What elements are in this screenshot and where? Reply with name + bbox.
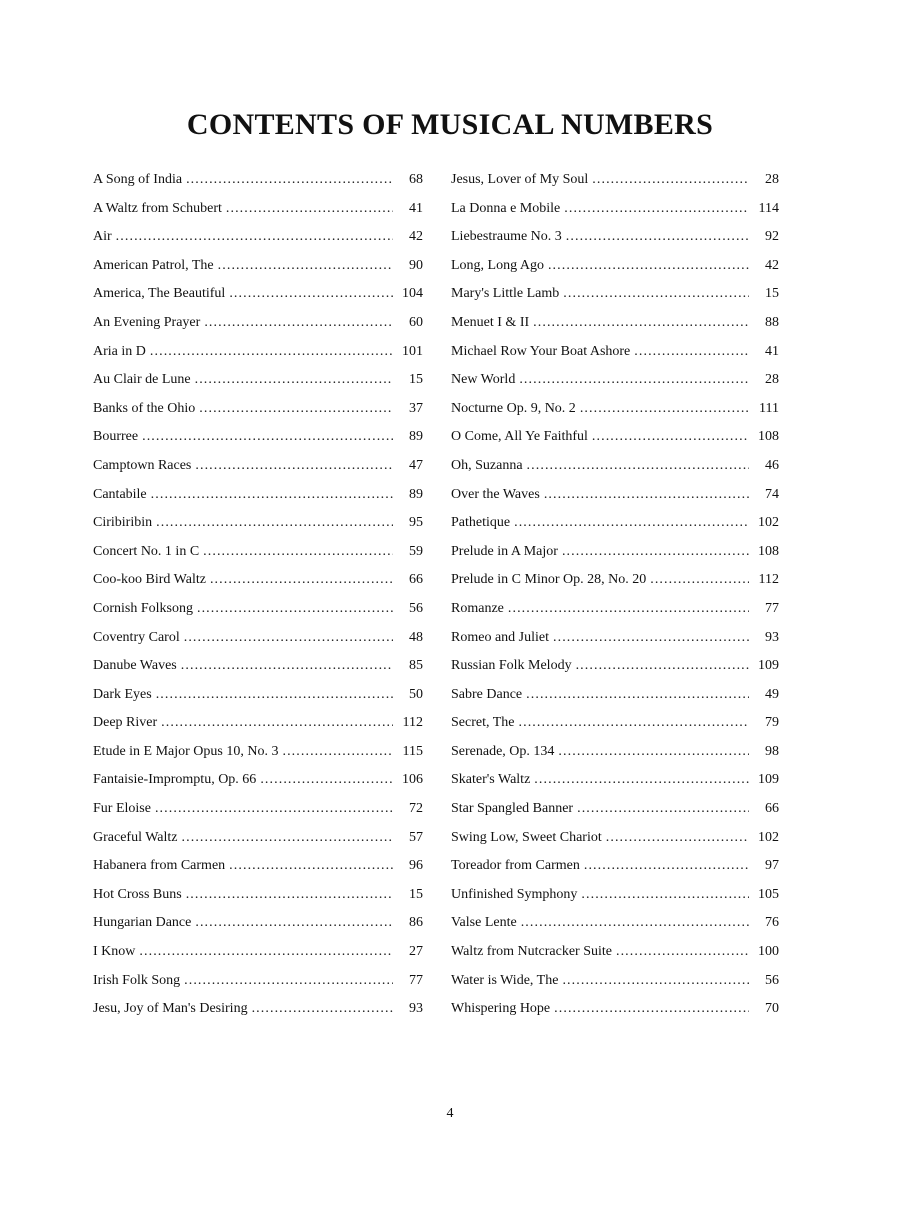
- toc-entry: [451, 967, 779, 996]
- dot-leader: [252, 995, 393, 1024]
- toc-entry-title: I Know: [93, 944, 136, 960]
- dot-leader: [142, 423, 393, 452]
- toc-entry-title: Bourree: [93, 429, 139, 445]
- toc-entry-page: 95: [409, 515, 423, 531]
- toc-entry-page: 88: [765, 314, 779, 330]
- toc-entry-page: 15: [409, 886, 423, 902]
- toc-entry: [451, 681, 779, 710]
- dot-leader: [554, 995, 749, 1024]
- toc-entry-title: Romeo and Juliet: [451, 629, 549, 645]
- toc-entry-title: America, The Beautiful: [93, 286, 226, 302]
- toc-entry: [93, 538, 423, 567]
- toc-entry-title: La Donna e Mobile: [451, 200, 561, 216]
- toc-entry-title: Hot Cross Buns: [93, 886, 182, 902]
- toc-entry: [93, 481, 423, 510]
- toc-left-column: [93, 166, 423, 1024]
- toc-entry-page: 108: [758, 429, 779, 445]
- toc-entry: [451, 909, 779, 938]
- dot-leader: [650, 566, 749, 595]
- toc-entry: [93, 738, 423, 767]
- toc-entry-title: Waltz from Nutcracker Suite: [451, 944, 612, 960]
- toc-entry-page: 70: [765, 1001, 779, 1017]
- toc-entry-title: Unfinished Symphony: [451, 886, 578, 902]
- dot-leader: [606, 824, 749, 853]
- toc-entry-page: 77: [765, 600, 779, 616]
- dot-leader: [229, 280, 393, 309]
- toc-entry-title: Oh, Suzanna: [451, 457, 523, 473]
- dot-leader: [577, 795, 749, 824]
- toc-entry: [451, 881, 779, 910]
- toc-entry: [451, 852, 779, 881]
- dot-leader: [199, 395, 393, 424]
- toc-entry: [93, 195, 423, 224]
- toc-entry: [451, 538, 779, 567]
- dot-leader: [156, 509, 393, 538]
- toc-entry-title: Nocturne Op. 9, No. 2: [451, 400, 576, 416]
- toc-entry-title: Michael Row Your Boat Ashore: [451, 343, 631, 359]
- dot-leader: [116, 223, 393, 252]
- toc-entry-page: 28: [765, 172, 779, 187]
- toc-entry-page: 74: [765, 486, 779, 502]
- toc-entry-page: 109: [758, 658, 779, 674]
- toc-entry-page: 92: [765, 229, 779, 245]
- dot-leader: [203, 538, 393, 567]
- dot-leader: [592, 166, 749, 195]
- dot-leader: [218, 252, 393, 281]
- dot-leader: [195, 909, 393, 938]
- toc-entry-title: O Come, All Ye Faithful: [451, 429, 588, 445]
- toc-entry-title: Coo-koo Bird Waltz: [93, 572, 206, 588]
- toc-entry: [451, 280, 779, 309]
- dot-leader: [566, 223, 749, 252]
- toc-entry-title: Secret, The: [451, 715, 515, 731]
- toc-entry-page: 96: [409, 858, 423, 874]
- dot-leader: [210, 566, 393, 595]
- toc-entry-title: Pathetique: [451, 515, 511, 531]
- toc-entry: [93, 652, 423, 681]
- toc-entry-title: Aria in D: [93, 343, 146, 359]
- toc-entry-title: Concert No. 1 in C: [93, 543, 200, 559]
- toc-entry: [451, 738, 779, 767]
- toc-entry-title: Water is Wide, The: [451, 972, 559, 988]
- page-number: 4: [446, 1106, 454, 1121]
- toc-entry-page: 102: [758, 515, 779, 531]
- dot-leader: [519, 709, 750, 738]
- toc-entry-page: 112: [402, 715, 423, 731]
- dot-leader: [553, 624, 749, 653]
- toc-entry-title: A Waltz from Schubert: [93, 200, 222, 216]
- toc-entry: [93, 909, 423, 938]
- dot-leader: [186, 881, 393, 910]
- dot-leader: [195, 366, 393, 395]
- toc-entry: [93, 280, 423, 309]
- toc-entry: [93, 967, 423, 996]
- dot-leader: [282, 738, 393, 767]
- toc-entry-page: 72: [409, 801, 423, 817]
- toc-entry-title: Cornish Folksong: [93, 600, 193, 616]
- toc-entry-page: 37: [409, 400, 423, 416]
- toc-entry-page: 93: [765, 629, 779, 645]
- toc-entry-page: 98: [765, 743, 779, 759]
- toc-entry: [93, 395, 423, 424]
- toc-entry-page: 66: [409, 572, 423, 588]
- toc-entry-page: 66: [765, 801, 779, 817]
- dot-leader: [260, 766, 393, 795]
- toc-entry: [451, 481, 779, 510]
- toc-entry: [93, 223, 423, 252]
- toc-entry-title: Toreador from Carmen: [451, 858, 580, 874]
- toc-entry-title: American Patrol, The: [93, 257, 214, 273]
- toc-entry: [93, 938, 423, 967]
- toc-entry: [93, 252, 423, 281]
- toc-entry-page: 109: [758, 772, 779, 788]
- toc-entry-title: Swing Low, Sweet Chariot: [451, 829, 602, 845]
- dot-leader: [634, 338, 749, 367]
- toc-entry-title: Romanze: [451, 600, 504, 616]
- toc-entry: [93, 852, 423, 881]
- toc-entry-page: 104: [402, 286, 423, 302]
- toc-entry-title: Sabre Dance: [451, 686, 523, 702]
- dot-leader: [576, 652, 749, 681]
- toc-entry-page: 102: [758, 829, 779, 845]
- toc-entry: [451, 252, 779, 281]
- dot-leader: [526, 681, 749, 710]
- toc-entry-title: Camptown Races: [93, 457, 192, 473]
- toc-entry-title: Fantaisie-Impromptu, Op. 66: [93, 772, 257, 788]
- toc-entry: [93, 881, 423, 910]
- dot-leader: [184, 967, 393, 996]
- toc-entry-title: New World: [451, 372, 516, 388]
- toc-entry-page: 28: [765, 372, 779, 388]
- toc-entry-title: A Song of India: [93, 172, 183, 187]
- toc-entry-title: Fur Eloise: [93, 801, 151, 817]
- toc-entry-page: 56: [409, 600, 423, 616]
- dot-leader: [564, 195, 749, 224]
- toc-entry-page: 108: [758, 543, 779, 559]
- toc-entry: [93, 824, 423, 853]
- toc-entry-title: Ciribiribin: [93, 515, 153, 531]
- dot-leader: [186, 166, 393, 195]
- toc-entry-title: Long, Long Ago: [451, 257, 544, 273]
- toc-entry-page: 42: [765, 257, 779, 273]
- toc-entry-page: 97: [765, 858, 779, 874]
- toc-entry: [451, 624, 779, 653]
- toc-entry-title: Russian Folk Melody: [451, 658, 572, 674]
- toc-entry: [451, 309, 779, 338]
- toc-entry-page: 60: [409, 314, 423, 330]
- toc-entry-page: 115: [402, 743, 423, 759]
- toc-entry: [93, 309, 423, 338]
- dot-leader: [226, 195, 393, 224]
- toc-entry-page: 49: [765, 686, 779, 702]
- toc-entry-title: Prelude in C Minor Op. 28, No. 20: [451, 572, 647, 588]
- toc-entry: [93, 595, 423, 624]
- toc-entry-page: 86: [409, 915, 423, 931]
- dot-leader: [229, 852, 393, 881]
- toc-entry-title: Etude in E Major Opus 10, No. 3: [93, 743, 279, 759]
- toc-entry: [451, 366, 779, 395]
- toc-entry-page: 112: [758, 572, 779, 588]
- toc-entry: [93, 795, 423, 824]
- toc-entry-title: Coventry Carol: [93, 629, 180, 645]
- dot-leader: [548, 252, 749, 281]
- toc-entry: [93, 995, 423, 1024]
- toc-entry-page: 89: [409, 486, 423, 502]
- dot-leader: [592, 423, 749, 452]
- toc-entry-page: 41: [409, 200, 423, 216]
- dot-leader: [562, 538, 749, 567]
- toc-entry-title: Over the Waves: [451, 486, 540, 502]
- toc-entry-title: Star Spangled Banner: [451, 801, 574, 817]
- toc-entry-page: 68: [409, 172, 423, 187]
- toc-entry-page: 85: [409, 658, 423, 674]
- toc-entry: [451, 566, 779, 595]
- dot-leader: [563, 280, 749, 309]
- toc-entry-title: Jesu, Joy of Man's Desiring: [93, 1001, 248, 1017]
- toc-entry-page: 101: [402, 343, 423, 359]
- dot-leader: [156, 681, 393, 710]
- toc-entry-page: 89: [409, 429, 423, 445]
- dot-leader: [533, 309, 749, 338]
- toc-entry-title: Jesus, Lover of My Soul: [451, 172, 589, 187]
- toc-entry: [451, 195, 779, 224]
- toc-entry-page: 93: [409, 1001, 423, 1017]
- dot-leader: [616, 938, 749, 967]
- toc-entry-page: 114: [758, 200, 779, 216]
- toc-entry-page: 90: [409, 257, 423, 273]
- toc-entry-title: Whispering Hope: [451, 1001, 551, 1017]
- toc-entry-page: 47: [409, 457, 423, 473]
- toc-entry-page: 42: [409, 229, 423, 245]
- toc-entry-title: Cantabile: [93, 486, 147, 502]
- toc-entry-title: Dark Eyes: [93, 686, 152, 702]
- dot-leader: [197, 595, 393, 624]
- dot-leader: [584, 852, 749, 881]
- toc-entry-page: 41: [765, 343, 779, 359]
- dot-leader: [181, 652, 393, 681]
- toc-entry: [451, 166, 779, 195]
- toc-entry: [451, 509, 779, 538]
- toc-entry-title: Air: [93, 229, 112, 245]
- toc-entry: [451, 652, 779, 681]
- toc-entry-page: 59: [409, 543, 423, 559]
- toc-entry: [93, 338, 423, 367]
- toc-entry: [451, 395, 779, 424]
- toc-entry: [93, 366, 423, 395]
- dot-leader: [521, 909, 749, 938]
- toc-entry-title: Au Clair de Lune: [93, 372, 191, 388]
- toc-entry-title: Graceful Waltz: [93, 829, 178, 845]
- toc-entry-page: 48: [409, 629, 423, 645]
- toc-entry-title: Valse Lente: [451, 915, 517, 931]
- toc-entry-title: Banks of the Ohio: [93, 400, 196, 416]
- toc-entry-title: An Evening Prayer: [93, 314, 201, 330]
- toc-entry-title: Hungarian Dance: [93, 915, 192, 931]
- toc-entry: [451, 423, 779, 452]
- toc-entry: [93, 681, 423, 710]
- toc-entry-page: 111: [759, 400, 779, 416]
- dot-leader: [534, 766, 749, 795]
- toc-entry: [451, 795, 779, 824]
- dot-leader: [562, 967, 749, 996]
- dot-leader: [184, 624, 393, 653]
- dot-leader: [139, 938, 393, 967]
- dot-leader: [519, 366, 749, 395]
- toc-entry-page: 46: [765, 457, 779, 473]
- toc-entry: [451, 452, 779, 481]
- toc-entry-page: 57: [409, 829, 423, 845]
- toc-entry-page: 76: [765, 915, 779, 931]
- toc-entry-page: 77: [409, 972, 423, 988]
- toc-entry: [451, 595, 779, 624]
- toc-entry-title: Prelude in A Major: [451, 543, 558, 559]
- toc-entry: [93, 509, 423, 538]
- toc-right-column: [451, 166, 779, 1024]
- toc-entry-page: 106: [402, 772, 423, 788]
- toc-entry-page: 56: [765, 972, 779, 988]
- toc-entry-title: Danube Waves: [93, 658, 177, 674]
- toc-entry-page: 50: [409, 686, 423, 702]
- toc-entry: [93, 624, 423, 653]
- toc-entry-title: Deep River: [93, 715, 158, 731]
- dot-leader: [155, 795, 393, 824]
- toc-entry-page: 100: [758, 944, 779, 960]
- dot-leader: [151, 481, 393, 510]
- dot-leader: [508, 595, 749, 624]
- dot-leader: [514, 509, 749, 538]
- toc-entry-page: 15: [409, 372, 423, 388]
- toc-entry: [451, 824, 779, 853]
- dot-leader: [161, 709, 393, 738]
- dot-leader: [527, 452, 749, 481]
- dot-leader: [195, 452, 393, 481]
- dot-leader: [182, 824, 393, 853]
- toc-entry-page: 105: [758, 886, 779, 902]
- toc-entry-page: 15: [765, 286, 779, 302]
- toc-entry-title: Mary's Little Lamb: [451, 286, 560, 302]
- toc-entry-page: 79: [765, 715, 779, 731]
- dot-leader: [544, 481, 749, 510]
- toc-entry: [451, 938, 779, 967]
- toc-entry: [451, 223, 779, 252]
- page-title: CONTENTS OF MUSICAL NUMBERS: [186, 108, 714, 141]
- toc-entry: [93, 766, 423, 795]
- toc-entry: [451, 995, 779, 1024]
- toc-entry: [93, 423, 423, 452]
- dot-leader: [150, 338, 393, 367]
- dot-leader: [204, 309, 393, 338]
- toc-entry: [451, 709, 779, 738]
- toc-entry-title: Skater's Waltz: [451, 772, 531, 788]
- toc-entry: [93, 166, 423, 195]
- toc-entry-title: Irish Folk Song: [93, 972, 181, 988]
- toc-entry: [93, 709, 423, 738]
- dot-leader: [581, 881, 749, 910]
- toc-entry: [451, 766, 779, 795]
- toc-entry: [93, 452, 423, 481]
- dot-leader: [580, 395, 749, 424]
- toc-entry: [93, 566, 423, 595]
- toc-entry-title: Liebestraume No. 3: [451, 229, 562, 245]
- toc-entry: [451, 338, 779, 367]
- dot-leader: [558, 738, 749, 767]
- toc-entry-title: Habanera from Carmen: [93, 858, 226, 874]
- toc-entry-title: Menuet I & II: [451, 314, 530, 330]
- toc-entry-page: 27: [409, 944, 423, 960]
- toc-entry-title: Serenade, Op. 134: [451, 743, 555, 759]
